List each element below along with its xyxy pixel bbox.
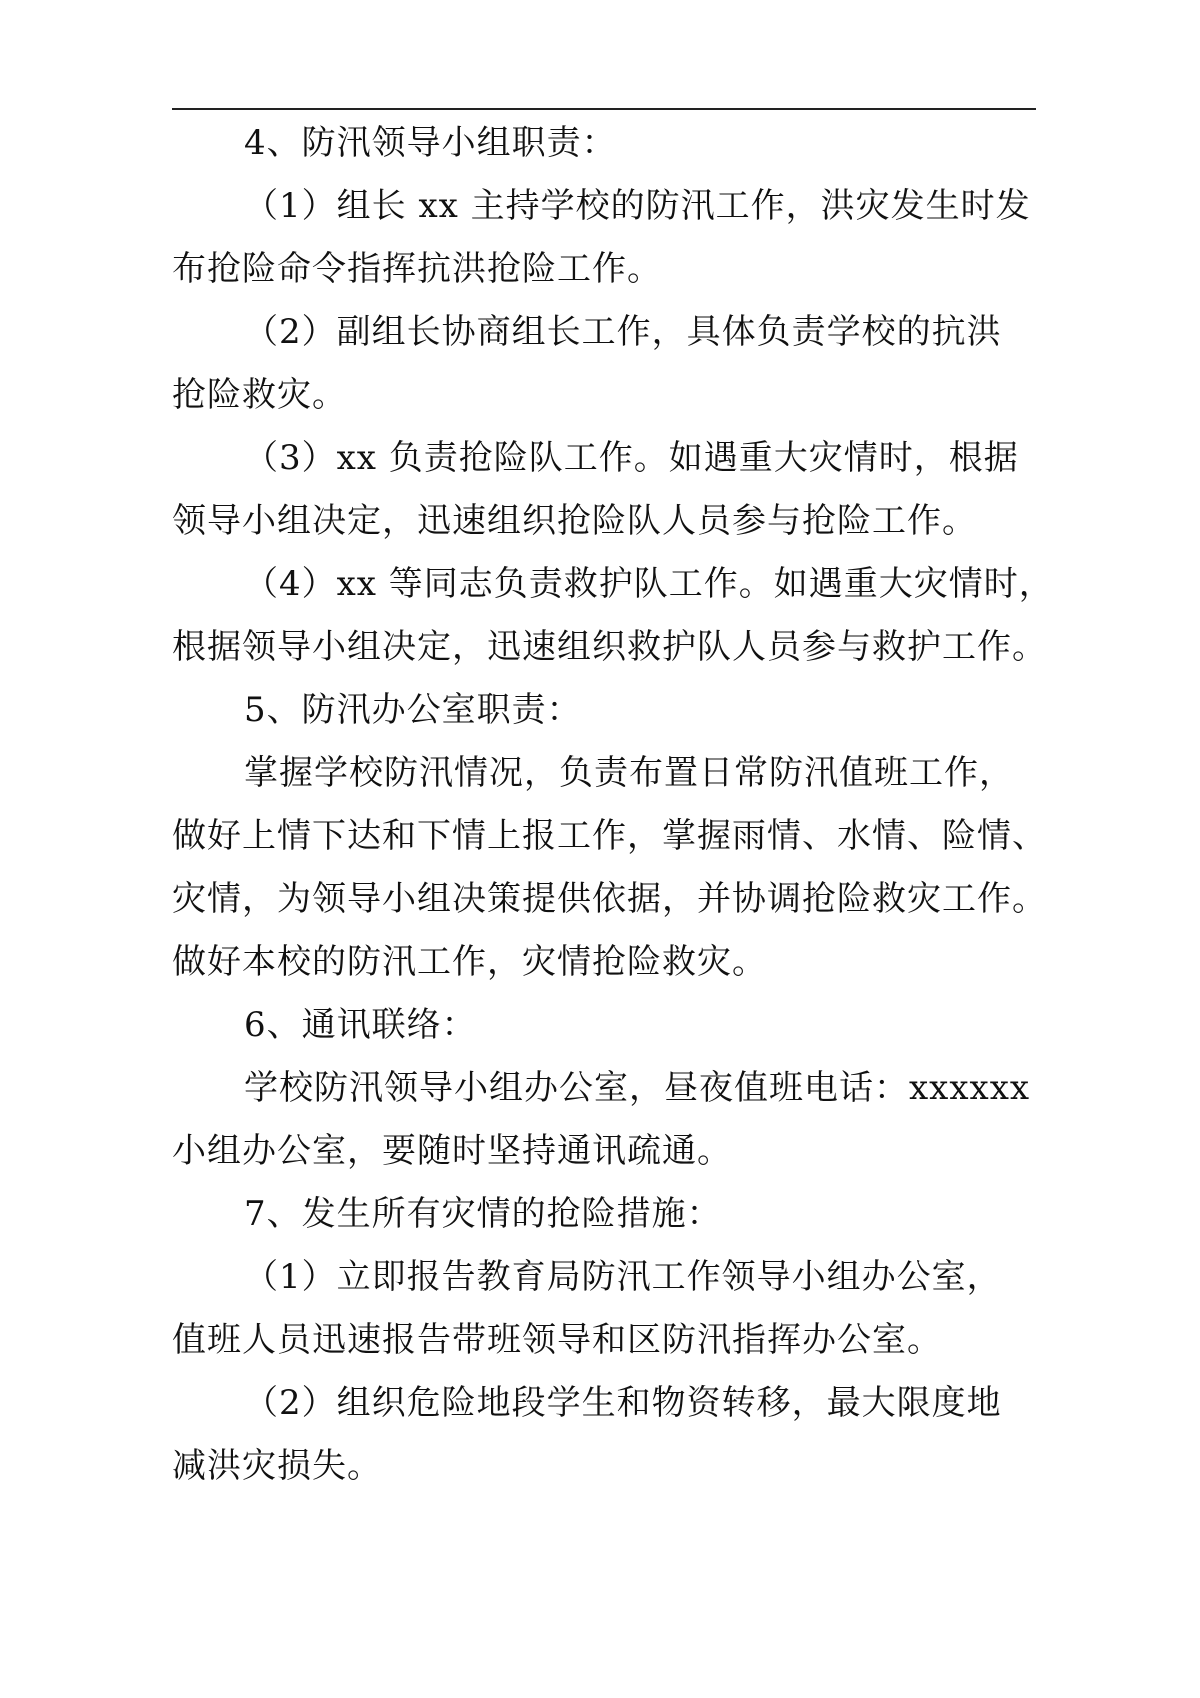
paragraph-heading-4: 4、防汛领导小组职责： bbox=[244, 123, 617, 163]
paragraph-line: 灾情，为领导小组决策提供依据，并协调抢险救灾工作。 bbox=[172, 879, 1047, 919]
paragraph-line: 小组办公室，要随时坚持通讯疏通。 bbox=[172, 1131, 732, 1171]
paragraph-line: （1）组长 xx 主持学校的防汛工作，洪灾发生时发 bbox=[244, 186, 1031, 226]
paragraph-line: （1）立即报告教育局防汛工作领导小组办公室， bbox=[244, 1257, 1002, 1297]
paragraph-line: 掌握学校防汛情况，负责布置日常防汛值班工作， bbox=[244, 753, 1014, 793]
paragraph-line: （4）xx 等同志负责救护队工作。如遇重大灾情时， bbox=[244, 564, 1054, 604]
paragraph-line: 学校防汛领导小组办公室，昼夜值班电话：xxxxxx bbox=[244, 1068, 1031, 1108]
paragraph-line: 根据领导小组决定，迅速组织救护队人员参与救护工作。 bbox=[172, 627, 1047, 667]
paragraph-line: 领导小组决定，迅速组织抢险队人员参与抢险工作。 bbox=[172, 501, 977, 541]
document-body bbox=[172, 112, 1054, 1498]
paragraph-line: 值班人员迅速报告带班领导和区防汛指挥办公室。 bbox=[172, 1320, 942, 1360]
paragraph-heading-6: 6、通讯联络： bbox=[244, 1005, 477, 1045]
paragraph-line: 减洪灾损失。 bbox=[172, 1446, 382, 1486]
paragraph-heading-7: 7、发生所有灾情的抢险措施： bbox=[244, 1194, 722, 1234]
paragraph-line: 抢险救灾。 bbox=[172, 375, 347, 415]
paragraph-line: 做好上情下达和下情上报工作，掌握雨情、水情、险情、 bbox=[172, 816, 1047, 856]
paragraph-line: （2）副组长协商组长工作，具体负责学校的抗洪 bbox=[244, 312, 1002, 352]
paragraph-line: （3）xx 负责抢险队工作。如遇重大灾情时，根据 bbox=[244, 438, 1019, 478]
paragraph-line: 做好本校的防汛工作，灾情抢险救灾。 bbox=[172, 942, 767, 982]
paragraph-heading-5: 5、防汛办公室职责： bbox=[244, 690, 582, 730]
paragraph-line: （2）组织危险地段学生和物资转移，最大限度地 bbox=[244, 1383, 1002, 1423]
header-rule bbox=[172, 108, 1036, 110]
paragraph-line: 布抢险命令指挥抗洪抢险工作。 bbox=[172, 249, 662, 289]
